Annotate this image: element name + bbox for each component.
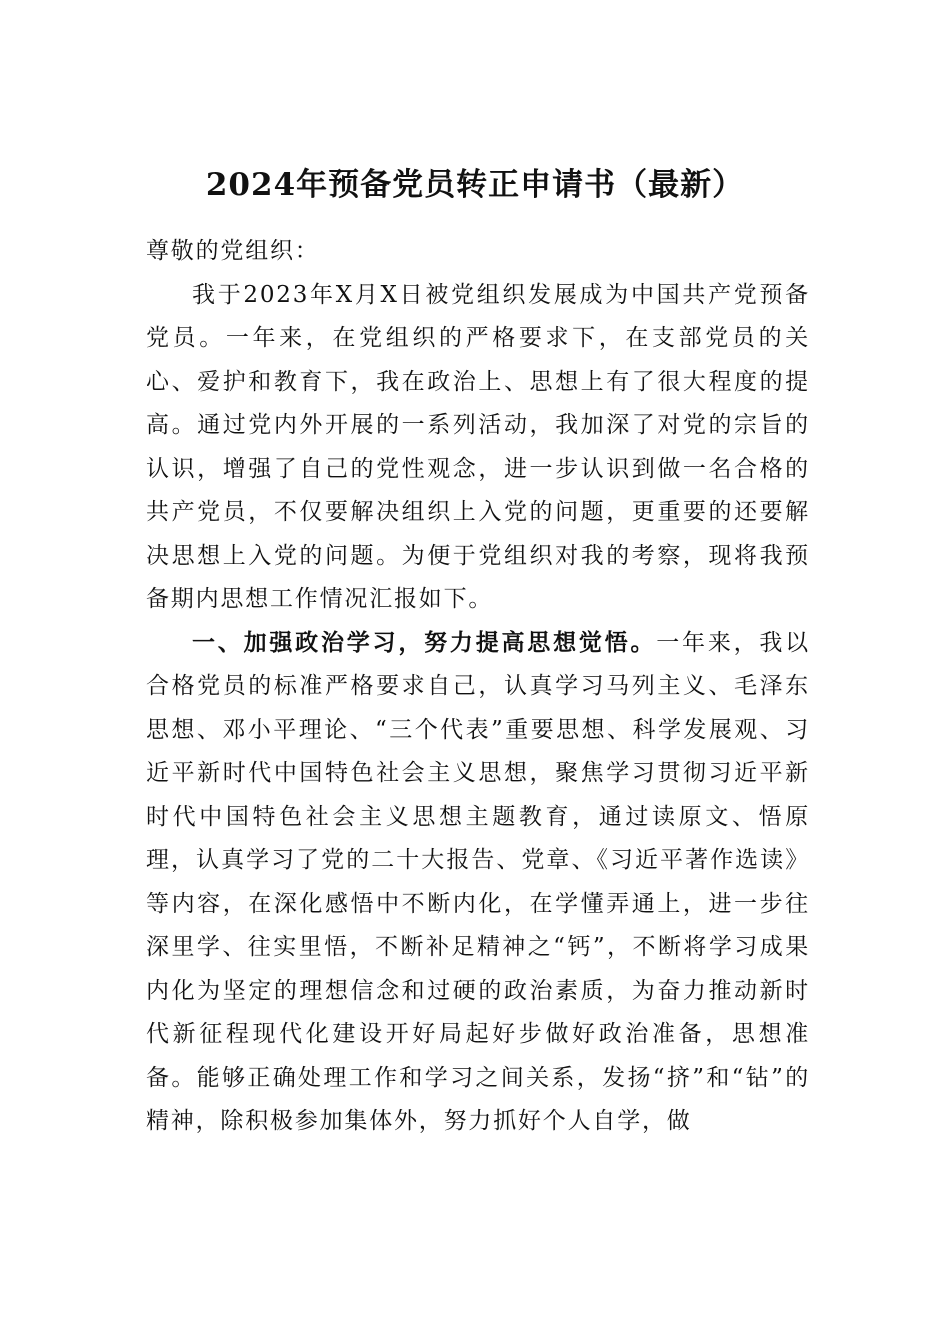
paragraph-section-1 — [146, 622, 810, 1144]
document-title: 2024年预备党员转正申请书（最新） — [205, 167, 745, 203]
paragraph-intro — [146, 274, 810, 622]
paragraph-text: 我于2023年X月X日被党组织发展成为中国共产党预备党员。一年来，在党组织的严格要求下，在支部党员的关心、爱护和教育下，我在政治上、思想上有了很大程度的提高。通过党内外开展的一系列活动，我加深了对党的宗旨的认识，增强了自己的党性观念，进一步认识到做一名合格的共产党员，不仅要解决组织上入党的问题，更重要的还要解决思想上入党的问题。为便于党组织对我的考察，现将我预备期内思想工作情况汇报如下。 — [146, 281, 810, 612]
document-body — [146, 230, 810, 1144]
section-heading: 一、加强政治学习，努力提高思想觉悟。 — [192, 629, 657, 656]
salutation: 尊敬的党组织： — [146, 238, 320, 264]
paragraph-text: 一年来，我以合格党员的标准严格要求自己，认真学习马列主义、毛泽东思想、邓小平理论、“三个代表”重要思想、科学发展观、习近平新时代中国特色社会主义思想，聚焦学习贯彻习近平新时代中国特色社会主义思想主题教育，通过读原文、悟原理，认真学习了党的二十大报告、党章、《习近平著作选读》等内容，在深化感悟中不断内化，在学懂弄通上，进一步往深里学、往实里悟，不断补足精神之“钙”，不断将学习成果内化为坚定的理想信念和过硬的政治素质，为奋力推动新时代新征程现代化建设开好局起好步做好政治准备，思想准备。能够正确处理工作和学习之间关系，发扬“挤”和“钻”的精神，除积极参加集体外，努力抓好个人自学，做 — [146, 629, 810, 1134]
